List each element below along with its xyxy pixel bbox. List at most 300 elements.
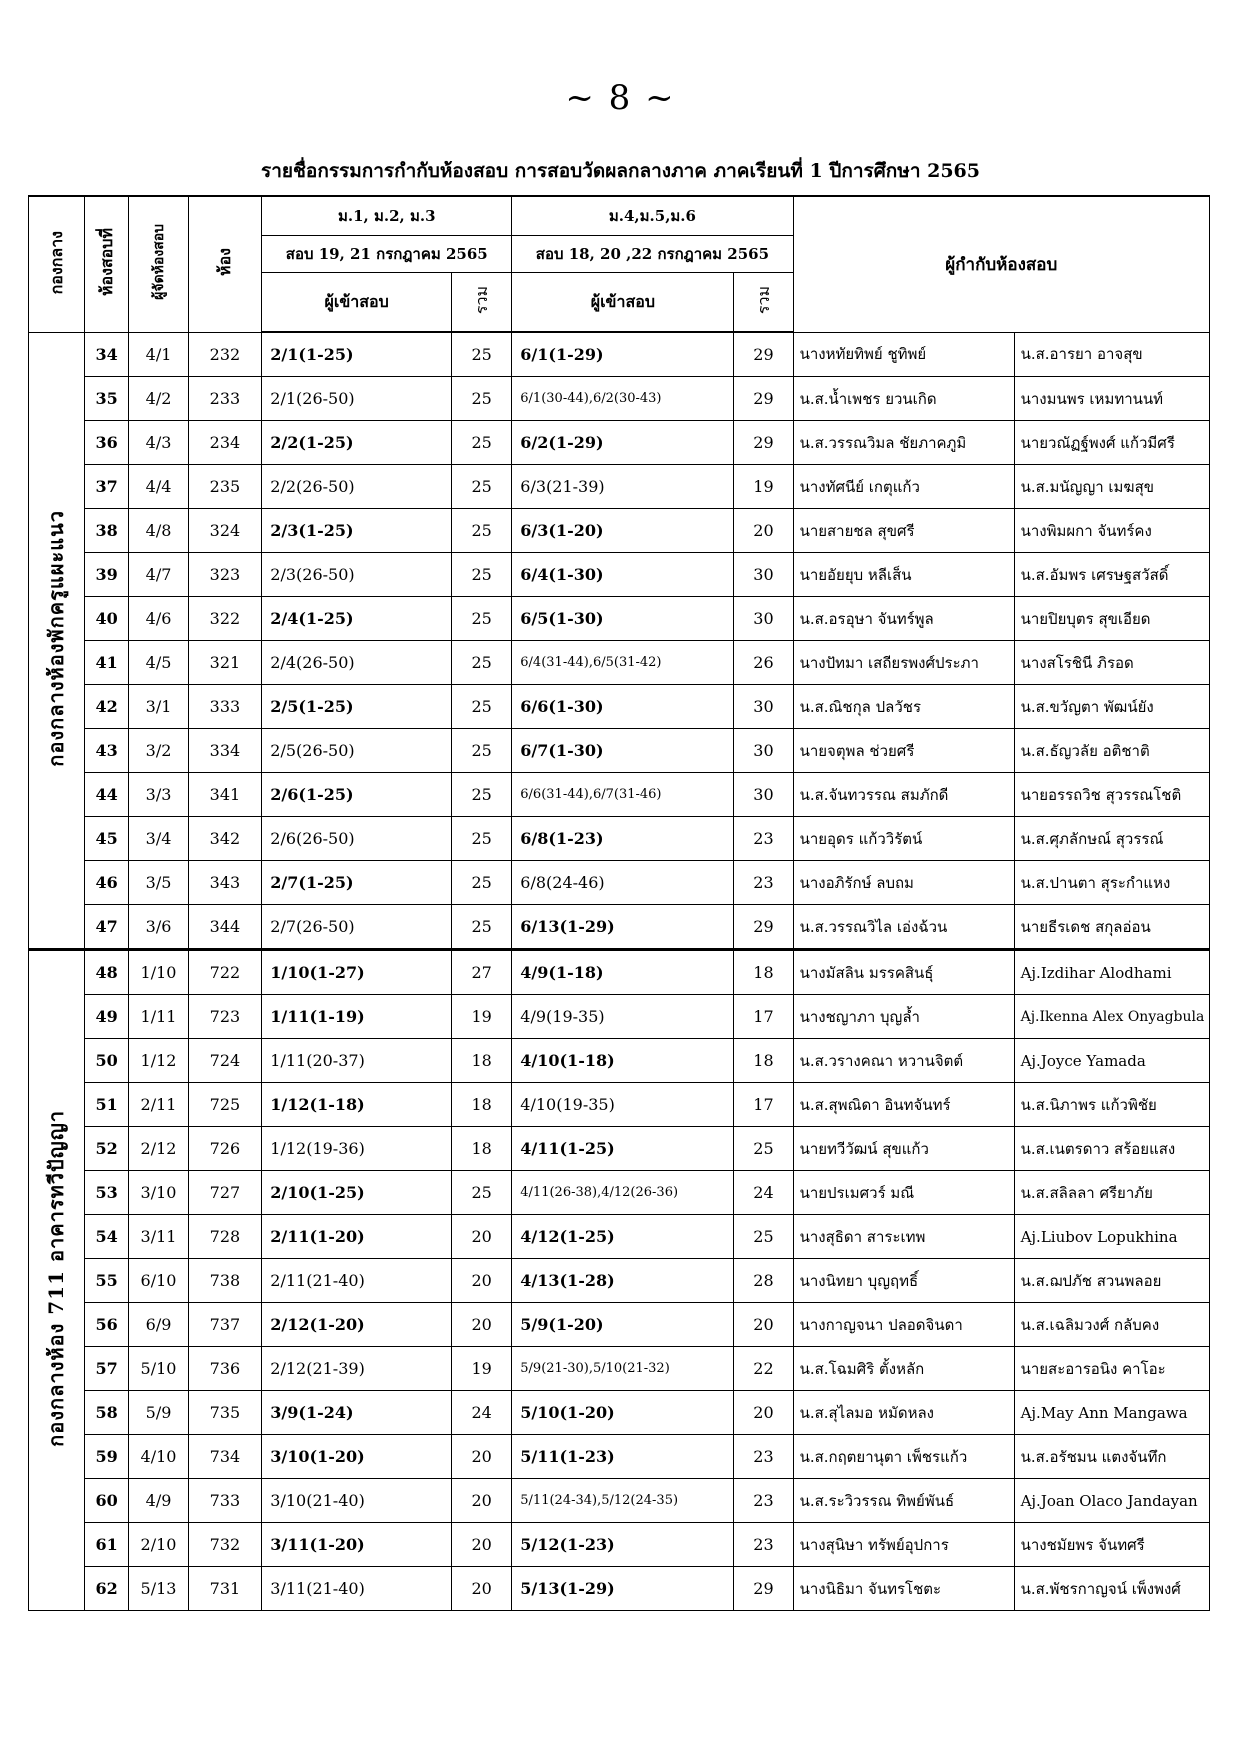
lower-examinees: 3/10(21-40): [262, 1479, 452, 1523]
lower-examinees: 1/12(1-18): [262, 1083, 452, 1127]
arranger-class: 3/1: [129, 685, 188, 729]
arranger-class: 6/9: [129, 1303, 188, 1347]
lower-total: 25: [452, 685, 512, 729]
group-label-cell: [29, 950, 85, 1611]
proctor-2: น.ส.ขวัญตา พัฒน์ยัง: [1014, 685, 1209, 729]
arranger-class: 4/1: [129, 332, 188, 377]
lower-total: 25: [452, 1171, 512, 1215]
exam-room-no: 56: [84, 1303, 129, 1347]
table-row: [29, 1171, 1210, 1215]
proctor-1: น.ส.กฤตยานุตา เพ็ชรแก้ว: [793, 1435, 1014, 1479]
proctor-2: น.ส.อารยา อาจสุข: [1014, 332, 1209, 377]
upper-examinees: 4/10(1-18): [512, 1039, 734, 1083]
lower-total: 27: [452, 950, 512, 995]
room-number: 726: [188, 1127, 262, 1171]
lower-total: 18: [452, 1039, 512, 1083]
upper-total: 30: [734, 685, 793, 729]
table-row: [29, 1435, 1210, 1479]
proctor-1: นางหทัยทิพย์ ชูทิพย์: [793, 332, 1014, 377]
lower-total: 19: [452, 1347, 512, 1391]
upper-examinees: 6/8(1-23): [512, 817, 734, 861]
lower-total: 25: [452, 729, 512, 773]
group-label: กองกลางห้องพักครูแผะแนว: [44, 509, 69, 767]
room-number: 341: [188, 773, 262, 817]
upper-examinees: 5/13(1-29): [512, 1567, 734, 1611]
proctor-2: น.ส.นิภาพร แก้วพิชัย: [1014, 1083, 1209, 1127]
header-upper-total: รวม: [734, 273, 793, 333]
lower-total: 25: [452, 377, 512, 421]
lower-examinees: 1/11(1-19): [262, 995, 452, 1039]
arranger-class: 3/10: [129, 1171, 188, 1215]
room-number: 722: [188, 950, 262, 995]
proctor-2: น.ส.ปานตา สุระกำแหง: [1014, 861, 1209, 905]
arranger-class: 4/7: [129, 553, 188, 597]
header-upper-examinees: ผู้เข้าสอบ: [512, 273, 734, 333]
lower-examinees: 2/4(26-50): [262, 641, 452, 685]
room-number: 733: [188, 1479, 262, 1523]
exam-room-no: 42: [84, 685, 129, 729]
exam-room-no: 34: [84, 332, 129, 377]
proctor-1: น.ส.ระวิวรรณ ทิพย์พันธ์: [793, 1479, 1014, 1523]
proctor-2: น.ส.ศุภลักษณ์ สุวรรณ์: [1014, 817, 1209, 861]
upper-examinees: 6/2(1-29): [512, 421, 734, 465]
upper-total: 23: [734, 1479, 793, 1523]
proctor-2: น.ส.อรัชมน แตงจันทึก: [1014, 1435, 1209, 1479]
room-number: 324: [188, 509, 262, 553]
upper-examinees: 6/13(1-29): [512, 905, 734, 950]
proctor-2: Aj.Ikenna Alex Onyagbula: [1014, 995, 1209, 1039]
room-number: 322: [188, 597, 262, 641]
arranger-class: 3/2: [129, 729, 188, 773]
table-body: [29, 332, 1210, 1611]
proctor-1: นายจตุพล ช่วยศรี: [793, 729, 1014, 773]
upper-examinees: 6/6(1-30): [512, 685, 734, 729]
lower-total: 20: [452, 1303, 512, 1347]
arranger-class: 5/9: [129, 1391, 188, 1435]
arranger-class: 3/6: [129, 905, 188, 950]
arranger-class: 2/10: [129, 1523, 188, 1567]
proctor-2: Aj.Liubov Lopukhina: [1014, 1215, 1209, 1259]
lower-examinees: 3/11(1-20): [262, 1523, 452, 1567]
exam-room-no: 37: [84, 465, 129, 509]
arranger-class: 6/10: [129, 1259, 188, 1303]
exam-room-no: 57: [84, 1347, 129, 1391]
lower-examinees: 2/12(21-39): [262, 1347, 452, 1391]
proctor-1: นางนิทยา บุญฤทธิ์: [793, 1259, 1014, 1303]
table-row: [29, 685, 1210, 729]
lower-examinees: 2/3(1-25): [262, 509, 452, 553]
proctor-2: นางมนพร เหมทานนท์: [1014, 377, 1209, 421]
table-row: [29, 1127, 1210, 1171]
room-number: 724: [188, 1039, 262, 1083]
proctor-1: น.ส.วรางคณา หวานจิตต์: [793, 1039, 1014, 1083]
upper-total: 29: [734, 1567, 793, 1611]
header-room: ห้อง: [188, 196, 262, 332]
lower-examinees: 2/10(1-25): [262, 1171, 452, 1215]
proctor-2: น.ส.ฌปภัช สวนพลอย: [1014, 1259, 1209, 1303]
upper-total: 18: [734, 1039, 793, 1083]
proctor-2: นายปิยบุตร สุขเอียด: [1014, 597, 1209, 641]
proctor-1: นายปรเมศวร์ มณี: [793, 1171, 1014, 1215]
header-upper-date: สอบ 18, 20 ,22 กรกฎาคม 2565: [512, 236, 793, 273]
upper-examinees: 6/5(1-30): [512, 597, 734, 641]
arranger-class: 4/6: [129, 597, 188, 641]
proctor-1: น.ส.วรรณวิมล ชัยภาคภูมิ: [793, 421, 1014, 465]
upper-total: 29: [734, 905, 793, 950]
upper-total: 23: [734, 1523, 793, 1567]
table-row: [29, 1259, 1210, 1303]
lower-total: 25: [452, 861, 512, 905]
header-proctors: ผู้กำกับห้องสอบ: [793, 196, 1209, 332]
upper-examinees: 6/4(31-44),6/5(31-42): [512, 641, 734, 685]
upper-total: 30: [734, 729, 793, 773]
upper-examinees: 6/1(1-29): [512, 332, 734, 377]
arranger-class: 2/11: [129, 1083, 188, 1127]
proctor-1: นายทวีวัฒน์ สุขแก้ว: [793, 1127, 1014, 1171]
exam-room-no: 59: [84, 1435, 129, 1479]
table-row: [29, 553, 1210, 597]
lower-examinees: 3/10(1-20): [262, 1435, 452, 1479]
exam-room-no: 48: [84, 950, 129, 995]
arranger-class: 1/10: [129, 950, 188, 995]
lower-examinees: 2/11(1-20): [262, 1215, 452, 1259]
upper-examinees: 6/8(24-46): [512, 861, 734, 905]
table-row: [29, 995, 1210, 1039]
table-row: [29, 465, 1210, 509]
proctor-1: น.ส.ณิชกุล ปลวัชร: [793, 685, 1014, 729]
exam-room-no: 55: [84, 1259, 129, 1303]
header-group: กองกลาง: [29, 196, 85, 332]
table-row: [29, 641, 1210, 685]
upper-total: 28: [734, 1259, 793, 1303]
lower-examinees: 2/1(26-50): [262, 377, 452, 421]
table-row: [29, 950, 1210, 995]
lower-examinees: 2/6(1-25): [262, 773, 452, 817]
upper-total: 23: [734, 817, 793, 861]
lower-examinees: 2/4(1-25): [262, 597, 452, 641]
table-row: [29, 1391, 1210, 1435]
exam-room-no: 35: [84, 377, 129, 421]
proctor-table: [28, 195, 1210, 1611]
table-row: [29, 332, 1210, 377]
upper-examinees: 4/9(19-35): [512, 995, 734, 1039]
upper-total: 30: [734, 597, 793, 641]
exam-room-no: 38: [84, 509, 129, 553]
arranger-class: 3/4: [129, 817, 188, 861]
upper-examinees: 4/11(1-25): [512, 1127, 734, 1171]
upper-examinees: 5/11(24-34),5/12(24-35): [512, 1479, 734, 1523]
upper-total: 25: [734, 1127, 793, 1171]
proctor-table-container: [28, 195, 1210, 1627]
table-row: [29, 1479, 1210, 1523]
exam-room-no: 43: [84, 729, 129, 773]
upper-total: 22: [734, 1347, 793, 1391]
proctor-1: นางทัศนีย์ เกตุแก้ว: [793, 465, 1014, 509]
upper-examinees: 4/10(19-35): [512, 1083, 734, 1127]
lower-examinees: 2/11(21-40): [262, 1259, 452, 1303]
upper-total: 18: [734, 950, 793, 995]
upper-examinees: 4/12(1-25): [512, 1215, 734, 1259]
table-row: [29, 773, 1210, 817]
lower-examinees: 2/7(26-50): [262, 905, 452, 950]
page-number: ~ 8 ~: [565, 78, 676, 118]
upper-total: 23: [734, 1435, 793, 1479]
upper-examinees: 6/4(1-30): [512, 553, 734, 597]
proctor-2: นายธีรเดช สกุลอ่อน: [1014, 905, 1209, 950]
exam-room-no: 39: [84, 553, 129, 597]
lower-total: 24: [452, 1391, 512, 1435]
table-row: [29, 1523, 1210, 1567]
arranger-class: 1/12: [129, 1039, 188, 1083]
room-number: 334: [188, 729, 262, 773]
lower-examinees: 3/9(1-24): [262, 1391, 452, 1435]
lower-total: 18: [452, 1083, 512, 1127]
lower-examinees: 2/3(26-50): [262, 553, 452, 597]
exam-room-no: 60: [84, 1479, 129, 1523]
room-number: 323: [188, 553, 262, 597]
lower-total: 25: [452, 509, 512, 553]
upper-total: 29: [734, 332, 793, 377]
upper-total: 29: [734, 377, 793, 421]
arranger-class: 2/12: [129, 1127, 188, 1171]
table-row: [29, 509, 1210, 553]
group-label-cell: [29, 332, 85, 950]
group-label: กองกลางห้อง 711 อาคารทวีปัญญา: [44, 1110, 69, 1447]
arranger-class: 4/8: [129, 509, 188, 553]
proctor-2: นางชมัยพร จันทศรี: [1014, 1523, 1209, 1567]
proctor-2: น.ส.อัมพร เศรษฐสวัสดิ์: [1014, 553, 1209, 597]
room-number: 234: [188, 421, 262, 465]
lower-total: 25: [452, 553, 512, 597]
room-number: 735: [188, 1391, 262, 1435]
lower-total: 19: [452, 995, 512, 1039]
proctor-2: น.ส.สลิลลา ศรียาภัย: [1014, 1171, 1209, 1215]
proctor-1: นายอุดร แก้ววิรัตน์: [793, 817, 1014, 861]
table-row: [29, 1347, 1210, 1391]
table-row: [29, 421, 1210, 465]
proctor-2: น.ส.เฉลิมวงศ์ กลับคง: [1014, 1303, 1209, 1347]
upper-total: 25: [734, 1215, 793, 1259]
exam-room-no: 47: [84, 905, 129, 950]
proctor-1: นางปัทมา เสถียรพงศ์ประภา: [793, 641, 1014, 685]
arranger-class: 5/13: [129, 1567, 188, 1611]
table-row: [29, 377, 1210, 421]
room-number: 333: [188, 685, 262, 729]
exam-room-no: 41: [84, 641, 129, 685]
room-number: 738: [188, 1259, 262, 1303]
upper-total: 26: [734, 641, 793, 685]
room-number: 732: [188, 1523, 262, 1567]
lower-total: 25: [452, 597, 512, 641]
header-upper-levels: ม.4,ม.5,ม.6: [512, 196, 793, 236]
upper-examinees: 6/1(30-44),6/2(30-43): [512, 377, 734, 421]
lower-total: 25: [452, 465, 512, 509]
table-row: [29, 861, 1210, 905]
document-title: รายชื่อกรรมการกำกับห้องสอบ การสอบวัดผลกลางภาค ภาคเรียนที่ 1 ปีการศึกษา 2565: [261, 160, 980, 182]
lower-total: 20: [452, 1259, 512, 1303]
lower-examinees: 1/10(1-27): [262, 950, 452, 995]
upper-examinees: 6/7(1-30): [512, 729, 734, 773]
lower-total: 20: [452, 1523, 512, 1567]
exam-room-no: 58: [84, 1391, 129, 1435]
proctor-1: นางกาญจนา ปลอดจินดา: [793, 1303, 1014, 1347]
upper-total: 19: [734, 465, 793, 509]
proctor-1: นายอัยยุบ หลีเส็น: [793, 553, 1014, 597]
lower-examinees: 1/12(19-36): [262, 1127, 452, 1171]
room-number: 343: [188, 861, 262, 905]
lower-examinees: 2/2(1-25): [262, 421, 452, 465]
upper-examinees: 4/9(1-18): [512, 950, 734, 995]
proctor-1: น.ส.สุไลมอ หมัดหลง: [793, 1391, 1014, 1435]
exam-room-no: 36: [84, 421, 129, 465]
lower-examinees: 2/12(1-20): [262, 1303, 452, 1347]
lower-total: 25: [452, 332, 512, 377]
exam-room-no: 51: [84, 1083, 129, 1127]
lower-total: 25: [452, 641, 512, 685]
proctor-2: นายอรรถวิช สุวรรณโชติ: [1014, 773, 1209, 817]
table-row: [29, 1303, 1210, 1347]
lower-total: 25: [452, 773, 512, 817]
header-lower-examinees: ผู้เข้าสอบ: [262, 273, 452, 333]
proctor-2: นางสโรชินี ภิรอด: [1014, 641, 1209, 685]
upper-total: 30: [734, 553, 793, 597]
table-row: [29, 1567, 1210, 1611]
lower-total: 20: [452, 1479, 512, 1523]
lower-examinees: 2/1(1-25): [262, 332, 452, 377]
upper-examinees: 6/6(31-44),6/7(31-46): [512, 773, 734, 817]
arranger-class: 3/3: [129, 773, 188, 817]
lower-examinees: 3/11(21-40): [262, 1567, 452, 1611]
upper-examinees: 6/3(1-20): [512, 509, 734, 553]
table-row: [29, 1039, 1210, 1083]
proctor-1: นางชญาภา บุญล้ำ: [793, 995, 1014, 1039]
room-number: 235: [188, 465, 262, 509]
upper-total: 20: [734, 509, 793, 553]
upper-total: 17: [734, 1083, 793, 1127]
proctor-1: น.ส.สุพณิดา อินทจันทร์: [793, 1083, 1014, 1127]
header-lower-total: รวม: [452, 273, 512, 333]
arranger-class: 4/5: [129, 641, 188, 685]
arranger-class: 4/10: [129, 1435, 188, 1479]
exam-room-no: 44: [84, 773, 129, 817]
lower-total: 20: [452, 1215, 512, 1259]
upper-examinees: 6/3(21-39): [512, 465, 734, 509]
lower-examinees: 2/2(26-50): [262, 465, 452, 509]
proctor-2: Aj.Joan Olaco Jandayan: [1014, 1479, 1209, 1523]
upper-total: 30: [734, 773, 793, 817]
room-number: 725: [188, 1083, 262, 1127]
proctor-2: นายวณัฏฐ์พงศ์ แก้วมีศรี: [1014, 421, 1209, 465]
upper-examinees: 4/11(26-38),4/12(26-36): [512, 1171, 734, 1215]
room-number: 342: [188, 817, 262, 861]
proctor-1: นายสายชล สุขศรี: [793, 509, 1014, 553]
room-number: 731: [188, 1567, 262, 1611]
table-row: [29, 1083, 1210, 1127]
room-number: 727: [188, 1171, 262, 1215]
upper-examinees: 4/13(1-28): [512, 1259, 734, 1303]
proctor-2: Aj.Joyce Yamada: [1014, 1039, 1209, 1083]
proctor-1: นางอภิรักษ์ ลบถม: [793, 861, 1014, 905]
proctor-2: นางพิมผกา จันทร์คง: [1014, 509, 1209, 553]
upper-examinees: 5/9(21-30),5/10(21-32): [512, 1347, 734, 1391]
upper-examinees: 5/10(1-20): [512, 1391, 734, 1435]
proctor-2: น.ส.มนัญญา เมฆสุข: [1014, 465, 1209, 509]
lower-total: 18: [452, 1127, 512, 1171]
arranger-class: 4/2: [129, 377, 188, 421]
exam-room-no: 50: [84, 1039, 129, 1083]
proctor-2: น.ส.เนตรดาว สร้อยแสง: [1014, 1127, 1209, 1171]
proctor-1: น.ส.โฉมศิริ ตั้งหลัก: [793, 1347, 1014, 1391]
exam-room-no: 52: [84, 1127, 129, 1171]
room-number: 737: [188, 1303, 262, 1347]
proctor-2: น.ส.ธัญวลัย อติชาติ: [1014, 729, 1209, 773]
lower-examinees: 2/5(1-25): [262, 685, 452, 729]
upper-examinees: 5/12(1-23): [512, 1523, 734, 1567]
upper-examinees: 5/11(1-23): [512, 1435, 734, 1479]
room-number: 321: [188, 641, 262, 685]
room-number: 344: [188, 905, 262, 950]
room-number: 232: [188, 332, 262, 377]
header-exam-room-no: ห้องสอบที่: [84, 196, 129, 332]
arranger-class: 1/11: [129, 995, 188, 1039]
proctor-1: นางสุนิษา ทรัพย์อุปการ: [793, 1523, 1014, 1567]
lower-examinees: 1/11(20-37): [262, 1039, 452, 1083]
table-row: [29, 597, 1210, 641]
room-number: 736: [188, 1347, 262, 1391]
table-row: [29, 1215, 1210, 1259]
room-number: 233: [188, 377, 262, 421]
room-number: 734: [188, 1435, 262, 1479]
arranger-class: 4/9: [129, 1479, 188, 1523]
proctor-1: น.ส.น้ำเพชร ยวนเกิด: [793, 377, 1014, 421]
upper-total: 20: [734, 1391, 793, 1435]
upper-total: 20: [734, 1303, 793, 1347]
proctor-1: น.ส.จันทวรรณ สมภักดี: [793, 773, 1014, 817]
room-number: 723: [188, 995, 262, 1039]
lower-examinees: 2/7(1-25): [262, 861, 452, 905]
upper-total: 23: [734, 861, 793, 905]
exam-room-no: 40: [84, 597, 129, 641]
exam-room-no: 53: [84, 1171, 129, 1215]
exam-room-no: 49: [84, 995, 129, 1039]
exam-room-no: 62: [84, 1567, 129, 1611]
exam-room-no: 45: [84, 817, 129, 861]
proctor-2: น.ส.พัชรกาญจน์ เพ็งพงศ์: [1014, 1567, 1209, 1611]
room-number: 728: [188, 1215, 262, 1259]
lower-total: 20: [452, 1435, 512, 1479]
header-lower-levels: ม.1, ม.2, ม.3: [262, 196, 512, 236]
lower-total: 25: [452, 421, 512, 465]
proctor-2: Aj.Izdihar Alodhami: [1014, 950, 1209, 995]
lower-total: 25: [452, 905, 512, 950]
exam-room-no: 61: [84, 1523, 129, 1567]
header-lower-date: สอบ 19, 21 กรกฎาคม 2565: [262, 236, 512, 273]
proctor-1: น.ส.วรรณวิไล เอ่งฉ้วน: [793, 905, 1014, 950]
lower-examinees: 2/6(26-50): [262, 817, 452, 861]
arranger-class: 3/5: [129, 861, 188, 905]
upper-examinees: 5/9(1-20): [512, 1303, 734, 1347]
header-arranger: ผู้จัดห้องสอบ: [129, 196, 188, 332]
upper-total: 24: [734, 1171, 793, 1215]
arranger-class: 5/10: [129, 1347, 188, 1391]
proctor-1: นางนิธิมา จันทรโชตะ: [793, 1567, 1014, 1611]
arranger-class: 4/4: [129, 465, 188, 509]
lower-total: 25: [452, 817, 512, 861]
proctor-1: นางมัสลิน มรรคสินธุ์: [793, 950, 1014, 995]
table-row: [29, 905, 1210, 950]
proctor-2: นายสะอารอนิง คาโอะ: [1014, 1347, 1209, 1391]
proctor-1: น.ส.อรอุษา จันทร์พูล: [793, 597, 1014, 641]
